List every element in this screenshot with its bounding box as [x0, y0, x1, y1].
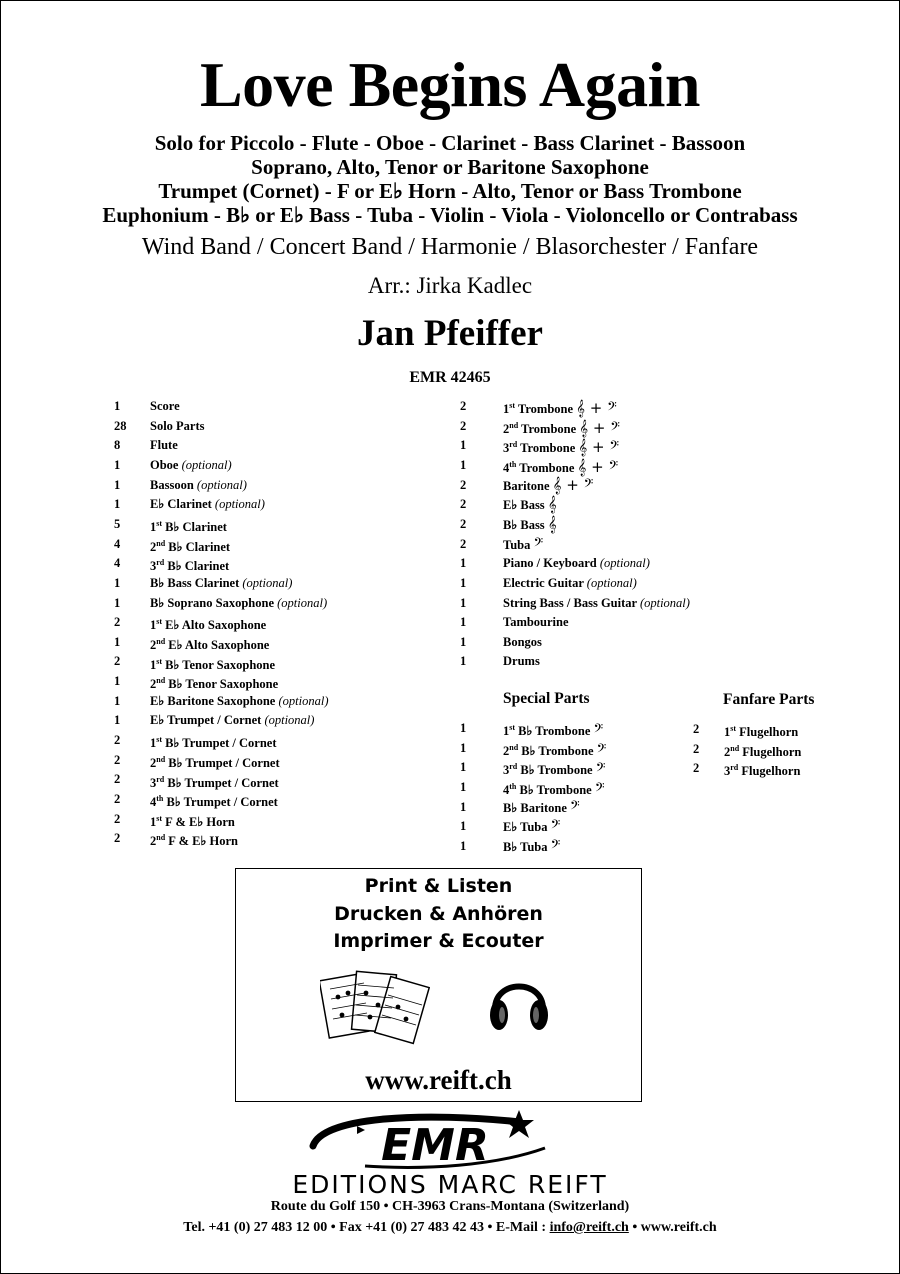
part-name: Tuba — [503, 537, 531, 552]
part-name: 2nd B♭ Tenor Saxophone — [150, 676, 279, 692]
clef-icon: 𝄢 — [593, 721, 604, 740]
part-name: Solo Parts — [150, 418, 205, 433]
clef-icon: 𝄢 — [533, 534, 544, 553]
part-name: B♭ Baritone — [503, 800, 567, 815]
part-name: 2nd B♭ Trombone — [503, 742, 594, 758]
sheet-music-icon — [320, 967, 430, 1053]
part-quantity: 2 — [460, 418, 467, 433]
part-name: 2nd B♭ Clarinet — [150, 538, 231, 554]
part-name: Bongos — [503, 634, 542, 649]
part-quantity: 1 — [114, 713, 121, 728]
promo-line-1: Print & Listen — [364, 875, 513, 897]
part-name: B♭ Bass — [503, 517, 545, 532]
part-name: Baritone — [503, 478, 550, 493]
clef-icon: 𝄢 — [596, 740, 607, 759]
part-quantity: 5 — [114, 516, 121, 531]
print-listen-box — [235, 868, 642, 1102]
part-quantity: 2 — [460, 477, 467, 492]
clef-icon: 𝄢 — [550, 836, 561, 855]
part-quantity: 1 — [114, 457, 121, 472]
clef-icon: 𝄞 + 𝄢 — [577, 458, 619, 477]
part-quantity: 2 — [460, 516, 467, 531]
publisher-address: Route du Golf 150 • CH-3963 Crans-Montana (Switzerland) — [270, 1199, 630, 1214]
part-quantity: 1 — [460, 838, 467, 853]
part-name: 1st Trombone — [503, 401, 574, 417]
part-quantity: 4 — [114, 556, 121, 571]
part-quantity: 1 — [114, 477, 121, 492]
part-name: E♭ Baritone Saxophone — [150, 693, 276, 708]
part-quantity: 2 — [114, 615, 121, 630]
part-quantity: 1 — [114, 693, 121, 708]
part-quantity: 2 — [114, 792, 121, 806]
optional-label: (optional) — [586, 575, 637, 590]
part-name: E♭ Trumpet / Cornet — [150, 713, 262, 728]
part-quantity: 2 — [693, 741, 700, 756]
optional-label: (optional) — [196, 477, 247, 492]
part-quantity: 1 — [460, 438, 467, 453]
part-quantity: 2 — [114, 733, 121, 748]
part-quantity: 1 — [460, 654, 467, 669]
composer: Jan Pfeiffer — [357, 313, 543, 354]
part-name: 3rd Trombone — [503, 440, 576, 456]
part-quantity: 1 — [460, 760, 467, 775]
part-quantity: 2 — [693, 722, 700, 736]
part-quantity: 2 — [460, 536, 467, 551]
part-name: 1st B♭ Clarinet — [150, 518, 227, 535]
clef-icon: 𝄞 — [547, 514, 557, 533]
optional-label: (optional) — [639, 595, 690, 610]
part-name: String Bass / Bass Guitar — [503, 595, 637, 610]
clef-icon: 𝄢 — [550, 817, 561, 836]
part-name: 2nd Flugelhorn — [724, 743, 802, 759]
part-name: 1st Flugelhorn — [724, 724, 799, 740]
part-quantity: 8 — [114, 438, 121, 453]
part-name: 3rd B♭ Clarinet — [150, 558, 230, 574]
part-name: Electric Guitar — [503, 575, 584, 590]
fanfare-parts-header: Fanfare Parts — [723, 691, 815, 708]
optional-label: (optional) — [242, 575, 293, 590]
solo-line-3: Trumpet (Cornet) - F or E♭ Horn - Alto, Tenor or Bass Trombone — [158, 179, 742, 203]
part-name: 3rd B♭ Trombone — [503, 762, 593, 778]
part-quantity: 1 — [460, 457, 467, 472]
optional-label: (optional) — [214, 497, 265, 512]
part-name: 2nd E♭ Alto Saxophone — [150, 636, 270, 652]
part-name: 2nd Trombone — [503, 420, 577, 436]
email-link[interactable]: info@reift.ch — [549, 1220, 629, 1235]
part-name: B♭ Bass Clarinet — [150, 575, 240, 590]
clef-icon: 𝄢 — [594, 780, 605, 799]
part-quantity: 2 — [460, 399, 467, 413]
part-name: E♭ Clarinet — [150, 497, 212, 512]
part-name: 2nd F & E♭ Horn — [150, 833, 238, 849]
part-quantity: 2 — [114, 752, 121, 767]
clef-icon: 𝄞 + 𝄢 — [576, 399, 617, 418]
part-name: 2nd B♭ Trumpet / Cornet — [150, 754, 280, 770]
page-title: Love Begins Again — [199, 49, 701, 120]
part-quantity: 1 — [460, 721, 467, 735]
optional-label: (optional) — [264, 713, 315, 728]
part-name: 1st B♭ Trombone — [503, 723, 591, 739]
promo-line-2: Drucken & Anhören — [334, 903, 543, 925]
part-quantity: 1 — [114, 497, 121, 512]
part-quantity: 1 — [114, 595, 121, 610]
clef-icon: 𝄞 + 𝄢 — [579, 418, 620, 437]
part-quantity: 1 — [460, 740, 467, 755]
part-quantity: 1 — [460, 575, 467, 590]
emr-logo — [305, 1108, 565, 1170]
solo-line-1: Solo for Piccolo - Flute - Oboe - Clarinet - Bass Clarinet - Bassoon — [154, 131, 746, 155]
part-name: Tambourine — [503, 615, 569, 630]
publisher-contact — [0, 1220, 900, 1236]
part-name: 4th B♭ Trumpet / Cornet — [150, 794, 278, 810]
band-line: Wind Band / Concert Band / Harmonie / Blasorchester / Fanfare — [141, 234, 759, 260]
part-name: Drums — [503, 654, 540, 669]
part-quantity: 1 — [114, 399, 121, 413]
part-name: Oboe — [150, 457, 179, 472]
solo-line-4: Euphonium - B♭ or E♭ Bass - Tuba - Violin - Viola - Violoncello or Contrabass — [102, 203, 798, 227]
part-quantity: 4 — [114, 536, 121, 551]
part-quantity: 1 — [460, 779, 467, 794]
logo-text: EMR — [381, 1120, 489, 1170]
optional-label: (optional) — [278, 693, 329, 708]
part-name: 1st E♭ Alto Saxophone — [150, 617, 267, 633]
catalog-code: EMR 42465 — [409, 369, 491, 386]
part-name: B♭ Tuba — [503, 839, 548, 854]
optional-label: (optional) — [277, 595, 328, 610]
part-quantity: 1 — [460, 819, 467, 834]
clef-icon: 𝄞 — [547, 495, 557, 514]
part-quantity: 2 — [114, 772, 121, 787]
headphones-icon — [487, 967, 551, 1037]
part-name: B♭ Soprano Saxophone — [150, 595, 274, 610]
clef-icon: 𝄢 — [595, 760, 606, 779]
part-name: E♭ Tuba — [503, 820, 548, 835]
contact-phone-fax: Tel. +41 (0) 27 483 12 00 • Fax +41 (0) 27 483 42 43 • E-Mail : — [183, 1220, 550, 1235]
part-quantity: 1 — [114, 575, 121, 590]
promo-url[interactable]: www.reift.ch — [365, 1065, 512, 1095]
solo-line-2: Soprano, Alto, Tenor or Baritone Saxophone — [251, 155, 649, 179]
part-quantity: 1 — [114, 634, 121, 649]
contact-website: • www.reift.ch — [628, 1220, 717, 1235]
clef-icon: 𝄞 + 𝄢 — [578, 438, 619, 457]
part-quantity: 1 — [114, 674, 121, 689]
part-name: 1st B♭ Trumpet / Cornet — [150, 735, 277, 751]
part-name: 4th Trombone — [503, 459, 575, 476]
part-quantity: 1 — [460, 799, 467, 814]
part-quantity: 1 — [460, 634, 467, 649]
part-name: 1st F & E♭ Horn — [150, 813, 235, 829]
part-name: 3rd Flugelhorn — [724, 763, 801, 779]
part-name: 4th B♭ Trombone — [503, 781, 592, 798]
part-quantity: 2 — [114, 831, 121, 846]
part-name: 1st B♭ Tenor Saxophone — [150, 656, 276, 672]
part-name: 3rd B♭ Trumpet / Cornet — [150, 774, 279, 790]
part-quantity: 1 — [460, 615, 467, 630]
part-quantity: 2 — [114, 811, 121, 826]
promo-line-3: Imprimer & Ecouter — [333, 930, 544, 952]
publisher-name: EDITIONS MARC REIFT — [292, 1170, 608, 1199]
clef-icon: 𝄢 — [570, 797, 580, 816]
part-quantity: 2 — [114, 654, 121, 669]
part-quantity: 2 — [460, 497, 467, 512]
part-name: Flute — [150, 438, 178, 453]
part-name: Piano / Keyboard — [503, 556, 597, 571]
part-quantity: 2 — [693, 761, 700, 776]
part-quantity: 1 — [460, 556, 467, 571]
arranger: Arr.: Jirka Kadlec — [367, 273, 533, 298]
part-name: Score — [150, 399, 180, 413]
optional-label: (optional) — [599, 556, 650, 571]
clef-icon: 𝄞 + 𝄢 — [552, 475, 594, 494]
special-parts-header: Special Parts — [503, 690, 590, 707]
part-name: Bassoon — [150, 477, 194, 492]
part-quantity: 1 — [460, 595, 467, 610]
optional-label: (optional) — [181, 457, 232, 472]
part-quantity: 28 — [114, 418, 127, 433]
part-name: E♭ Bass — [503, 498, 545, 513]
